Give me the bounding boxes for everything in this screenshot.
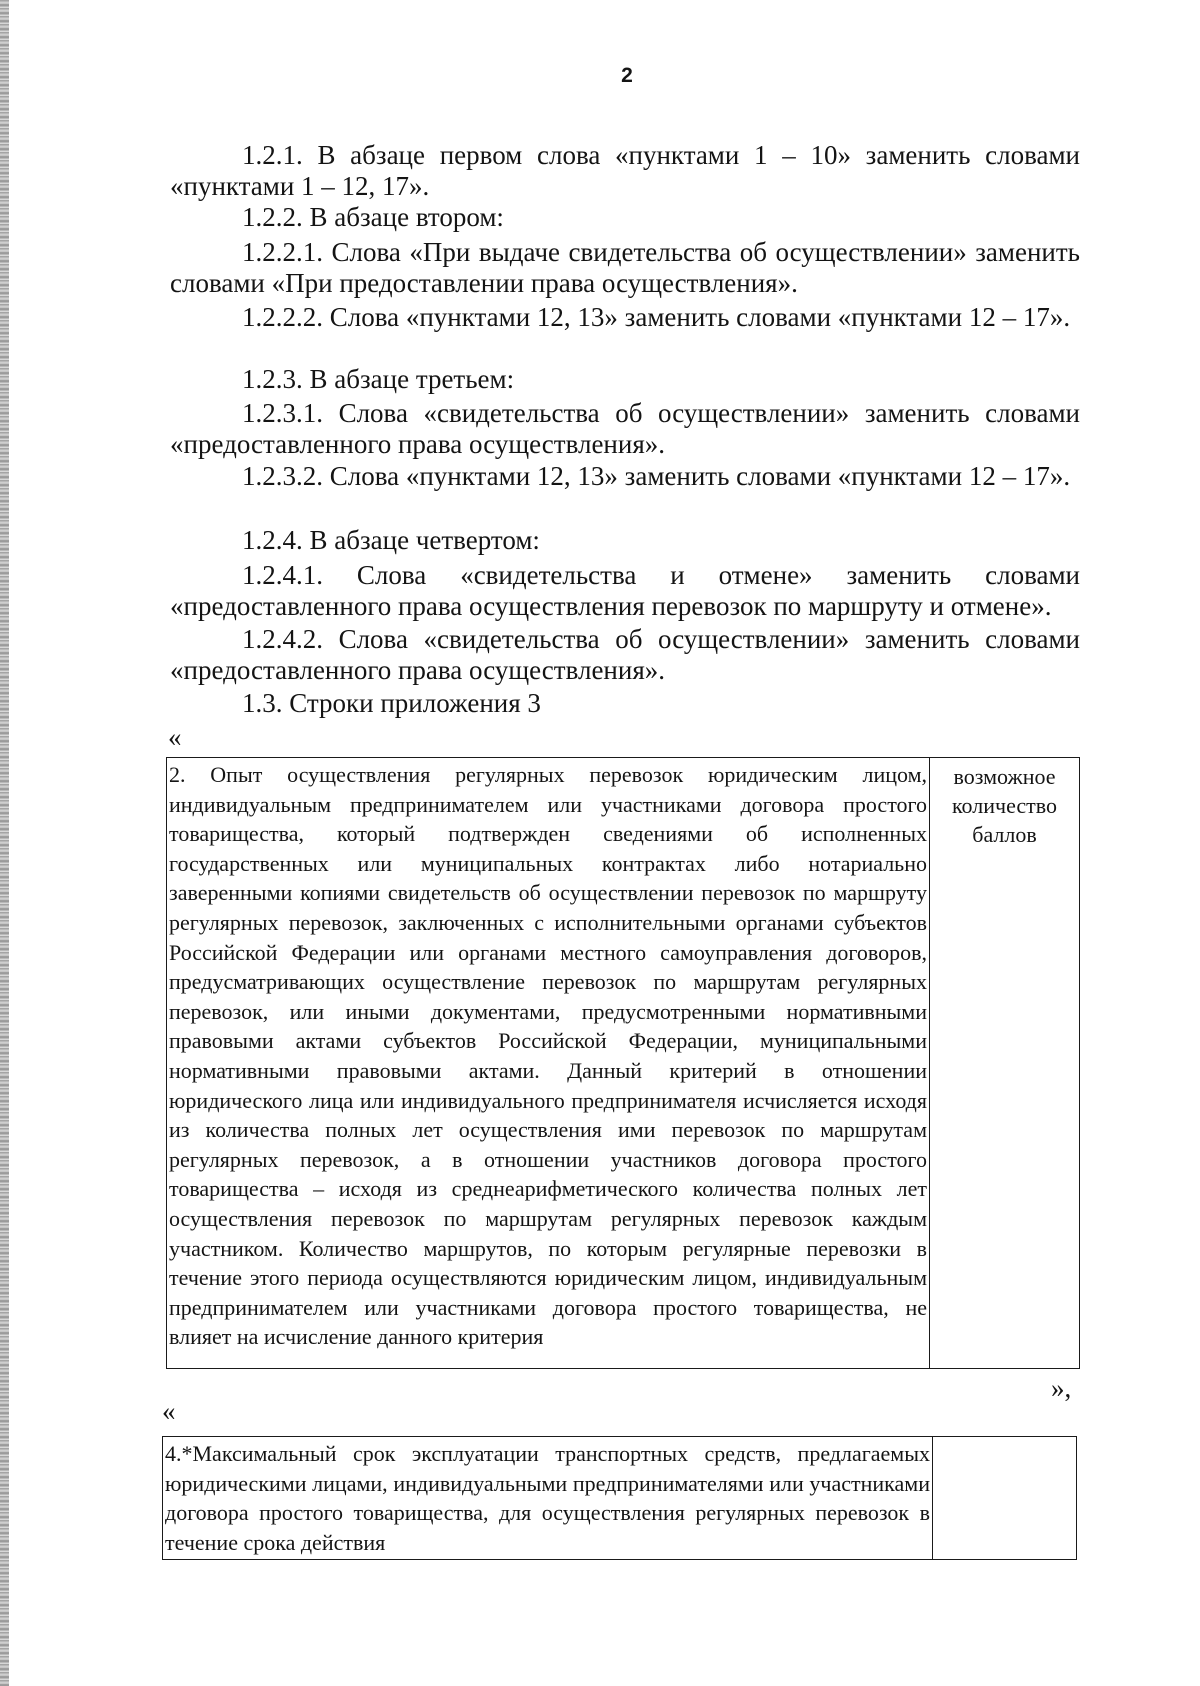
paragraph-1-3: 1.3. Строки приложения 3 [242, 688, 541, 718]
points-cell: возможное количество баллов [930, 758, 1080, 1369]
criterion-2-cell: 2. Опыт осуществления регулярных перевозок юридическим лицом, индивидуальным предпринимателем или участниками договора простого товарищества, который подтвержден сведениями об исполненных государственных или муниципальных контрактах либо нотариально заверенными копиями свидетельств об осуществлении перевозок по маршруту регулярных перевозок, заключенных с исполнительными органами субъектов Российской Федерации или органами местного самоуправления договоров, предусматривающих осуществление перевозок по маршрутам регулярных перевозок, или иными документами, предусмотренными нормативными правовыми актами субъектов Российской Федерации, муниципальными нормативными правовыми актами. Данный критерий в отношении юридического лица или индивидуального предпринимателя исчисляется исходя из количества полных лет осуществления ими перевозок по маршрутам регулярных перевозок, а в отношении участников договора простого товарищества – исходя из среднеарифметического количества полных лет осуществления перевозок по маршрутам регулярных перевозок каждым участником. Количество маршрутов, по которым регулярные перевозки в течение этого периода осуществляются юридическим лицом, индивидуальным предпринимателем или участниками договора простого товарищества, не влияет на исчисление данного критерия [167, 758, 930, 1369]
paragraph-1-2-1: 1.2.1. В абзаце первом слова «пунктами 1 – 10» заменить словами «пунктами 1 – 12, 17». [170, 140, 1080, 201]
opening-quote-2: « [162, 1396, 176, 1426]
points-cell-empty [933, 1437, 1077, 1560]
paragraph-1-2-2-2: 1.2.2.2. Слова «пунктами 12, 13» заменить словами «пунктами 12 – 17». [242, 302, 1071, 332]
opening-quote-1: « [168, 722, 182, 752]
closing-quote-1: », [1051, 1373, 1072, 1403]
paragraph-1-2-3-2: 1.2.3.2. Слова «пунктами 12, 13» заменить словами «пунктами 12 – 17». [242, 461, 1071, 491]
paragraph-1-2-3-1: 1.2.3.1. Слова «свидетельства об осуществлении» заменить словами «предоставленного права осуществления». [170, 398, 1080, 459]
criterion-4-cell: 4.*Максимальный срок эксплуатации транспортных средств, предлагаемых юридическими лицами, индивидуальными предпринимателями или участниками договора простого товарищества, для осуществления регулярных перевозок в течение срока действия [163, 1437, 933, 1560]
paragraph-1-2-2: 1.2.2. В абзаце втором: [242, 202, 504, 232]
paragraph-1-2-2-1: 1.2.2.1. Слова «При выдаче свидетельства об осуществлении» заменить словами «При предоставлении права осуществления». [170, 237, 1080, 298]
paragraph-1-2-4: 1.2.4. В абзаце четвертом: [242, 525, 540, 555]
paragraph-1-2-3: 1.2.3. В абзаце третьем: [242, 364, 515, 394]
appendix-row-4-table [162, 1436, 1077, 1560]
page-number: 2 [621, 64, 633, 87]
scan-edge [0, 0, 9, 1686]
paragraph-1-2-4-1: 1.2.4.1. Слова «свидетельства и отмене» заменить словами «предоставленного права осуществления перевозок по маршруту и отмене». [170, 560, 1080, 621]
appendix-row-2-table [166, 757, 1080, 1369]
paragraph-1-2-4-2: 1.2.4.2. Слова «свидетельства об осуществлении» заменить словами «предоставленного права осуществления». [170, 624, 1080, 685]
